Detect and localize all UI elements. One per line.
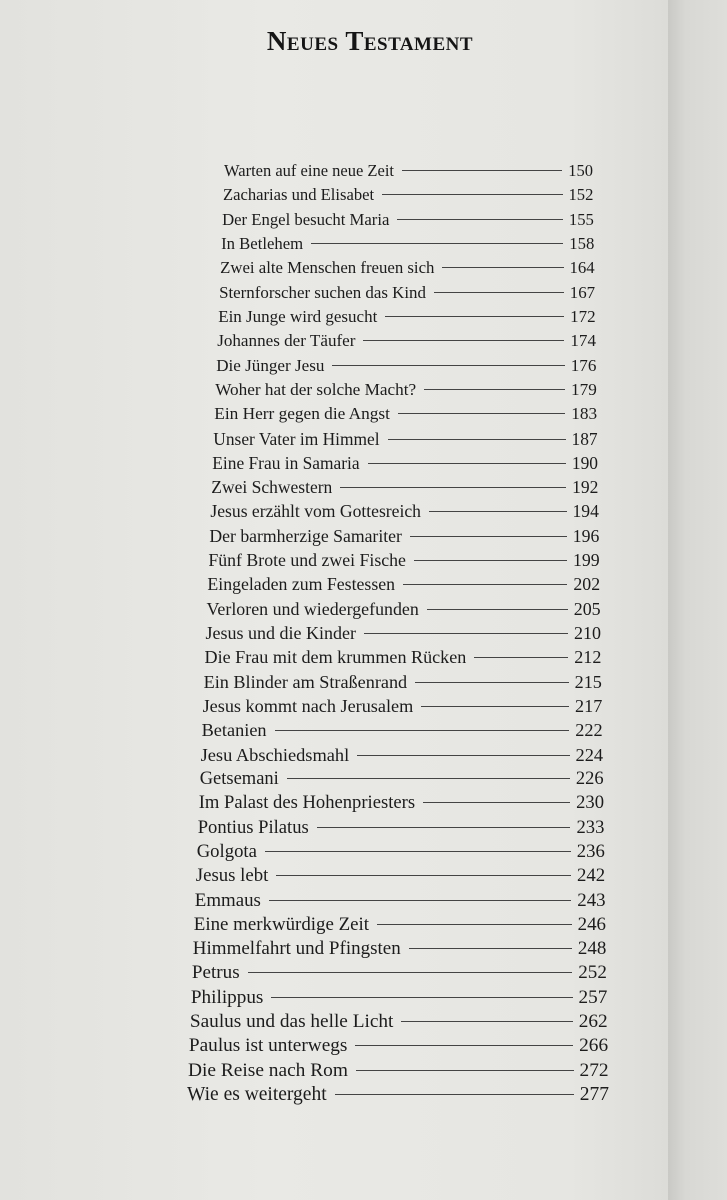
toc-entry xyxy=(206,621,602,645)
toc-entry-title: Philippus xyxy=(190,986,264,1008)
toc-entry-title: Die Reise nach Rom xyxy=(188,1059,348,1081)
toc-leader-line xyxy=(442,267,563,268)
toc-leader-line xyxy=(317,827,571,828)
toc-entry xyxy=(188,1059,609,1083)
toc-leader-line xyxy=(265,851,571,852)
toc-entry-title: Zwei alte Menschen freuen sich xyxy=(220,258,435,278)
toc-leader-line xyxy=(287,778,570,779)
toc-entry-page-number: 167 xyxy=(569,282,596,302)
toc-entry-page-number: 196 xyxy=(572,525,600,546)
toc-entry-page-number: 152 xyxy=(568,185,594,205)
toc-leader-line xyxy=(415,682,568,683)
toc-entry-title: Eine Frau in Samaria xyxy=(212,452,360,473)
toc-leader-line xyxy=(355,1045,573,1046)
toc-entry-page-number: 222 xyxy=(575,720,603,741)
toc-entry-page-number: 179 xyxy=(571,379,597,399)
toc-entry-page-number: 202 xyxy=(573,574,601,595)
toc-leader-line xyxy=(397,219,562,220)
toc-leader-line xyxy=(421,706,569,707)
toc-entry-title: Die Jünger Jesu xyxy=(216,355,325,375)
toc-entry-page-number: 176 xyxy=(570,355,597,375)
toc-entry xyxy=(193,937,607,961)
toc-entry xyxy=(194,913,606,937)
toc-entry-title: Ein Herr gegen die Angst xyxy=(214,404,390,424)
toc-entry-title: Zacharias und Elisabet xyxy=(223,185,375,205)
toc-entry-title: Verloren und wiedergefunden xyxy=(206,598,419,619)
toc-entry xyxy=(222,208,594,232)
toc-entry-page-number: 183 xyxy=(571,404,598,424)
toc-entry-page-number: 217 xyxy=(575,695,603,716)
toc-entry xyxy=(217,329,596,353)
toc-entry-page-number: 158 xyxy=(569,233,595,253)
toc-entry-title: Johannes der Täufer xyxy=(217,331,356,351)
toc-leader-line xyxy=(356,1070,574,1071)
toc-entry-page-number: 272 xyxy=(579,1059,609,1081)
toc-entry xyxy=(189,1034,608,1058)
toc-entry-page-number: 174 xyxy=(570,331,596,351)
toc-entry-page-number: 236 xyxy=(576,840,605,862)
toc-entry-title: In Betlehem xyxy=(221,233,304,253)
toc-entry-page-number: 192 xyxy=(572,477,599,498)
toc-entry xyxy=(199,791,604,815)
toc-entry xyxy=(207,572,600,596)
toc-entry-title: Ein Blinder am Straßenrand xyxy=(203,671,408,692)
toc-leader-line xyxy=(276,875,571,876)
toc-entry-title: Getsemani xyxy=(199,768,279,789)
toc-entry-page-number: 224 xyxy=(575,744,604,765)
toc-entry-title: Golgota xyxy=(196,840,257,862)
toc-leader-line xyxy=(402,170,562,171)
toc-entry-page-number: 233 xyxy=(576,816,605,838)
toc-entry-page-number: 210 xyxy=(574,623,601,643)
toc-entry-page-number: 248 xyxy=(577,938,607,960)
toc-entry xyxy=(207,597,601,621)
toc-leader-line xyxy=(269,900,571,901)
toc-leader-line xyxy=(248,972,573,973)
toc-leader-line xyxy=(424,389,565,390)
toc-leader-line xyxy=(335,1094,574,1095)
toc-entry-title: Himmelfahrt und Pfingsten xyxy=(192,938,401,960)
toc-leader-line xyxy=(357,755,569,756)
toc-leader-line xyxy=(403,584,567,585)
toc-entry xyxy=(205,645,602,669)
toc-entry-page-number: 257 xyxy=(578,986,608,1008)
toc-entry-title: Die Frau mit dem krummen Rücken xyxy=(204,647,467,668)
toc-entry xyxy=(223,183,593,207)
toc-leader-line xyxy=(429,511,567,512)
toc-entry-page-number: 194 xyxy=(572,501,599,522)
toc-entry-page-number: 205 xyxy=(573,598,601,619)
toc-leader-line xyxy=(382,194,562,195)
toc-leader-line xyxy=(401,1021,572,1022)
toc-entry-title: Betanien xyxy=(201,720,267,741)
toc-entry xyxy=(200,767,604,791)
toc-entry-page-number: 164 xyxy=(569,258,595,278)
toc-entry-page-number: 246 xyxy=(577,913,606,935)
toc-entry-title: Eine merkwürdige Zeit xyxy=(193,913,369,935)
toc-leader-line xyxy=(423,802,570,803)
toc-entry xyxy=(212,451,598,475)
toc-entry-title: Sternforscher suchen das Kind xyxy=(219,282,426,302)
toc-leader-line xyxy=(410,536,567,537)
page-title: Neues Testament xyxy=(266,26,474,56)
toc-entry xyxy=(202,718,603,742)
toc-entry-page-number: 242 xyxy=(577,865,606,887)
toc-entry-title: Emmaus xyxy=(194,889,261,911)
toc-entry-title: Jesus kommt nach Jerusalem xyxy=(202,695,414,716)
toc-entry xyxy=(196,864,605,888)
toc-entry-page-number: 172 xyxy=(570,306,596,326)
toc-entry-title: Jesu Abschiedsmahl xyxy=(200,744,350,765)
toc-entry xyxy=(215,378,597,402)
toc-entry-title: Zwei Schwestern xyxy=(211,477,333,498)
toc-leader-line xyxy=(377,924,572,925)
toc-entry xyxy=(211,475,598,499)
toc-entry-title: Wie es weitergeht xyxy=(187,1084,327,1105)
toc-entry xyxy=(221,232,594,256)
toc-entry-page-number: 252 xyxy=(578,962,607,984)
toc-entry-page-number: 230 xyxy=(576,792,604,814)
toc-entry xyxy=(216,354,596,378)
toc-entry-page-number: 243 xyxy=(577,889,606,911)
toc-entry xyxy=(214,402,597,426)
toc-entry xyxy=(218,305,595,329)
toc-entry-page-number: 262 xyxy=(578,1011,608,1033)
toc-entry-title: Jesus lebt xyxy=(195,865,269,887)
toc-entry-title: Jesus und die Kinder xyxy=(205,623,356,643)
toc-entry-page-number: 226 xyxy=(575,768,604,789)
toc-entry-title: Fünf Brote und zwei Fische xyxy=(208,550,406,571)
toc-leader-line xyxy=(364,633,568,634)
toc-leader-line xyxy=(434,292,564,293)
toc-leader-line xyxy=(332,365,564,366)
toc-entry-page-number: 212 xyxy=(574,647,602,668)
toc-leader-line xyxy=(409,948,572,949)
toc-entry-page-number: 155 xyxy=(568,209,594,229)
toc-entry xyxy=(201,743,604,767)
toc-entry xyxy=(213,427,597,451)
toc-entry-title: Jesus erzählt vom Gottesreich xyxy=(210,501,421,522)
toc-leader-line xyxy=(340,487,566,488)
toc-leader-line xyxy=(388,439,566,440)
toc-leader-line xyxy=(398,413,565,414)
toc-entry xyxy=(197,840,605,864)
toc-entry xyxy=(191,986,607,1010)
toc-leader-line xyxy=(474,657,568,658)
toc-entry-page-number: 187 xyxy=(571,428,598,449)
toc-entry-title: Der Engel besucht Maria xyxy=(222,209,390,229)
toc-entry xyxy=(220,256,595,280)
toc-entry xyxy=(209,524,599,548)
toc-entry-page-number: 266 xyxy=(579,1035,609,1057)
toc-entry-page-number: 150 xyxy=(568,161,593,180)
toc-entry-title: Saulus und das helle Licht xyxy=(189,1011,394,1033)
toc-leader-line xyxy=(311,243,563,244)
toc-entry-title: Pontius Pilatus xyxy=(197,816,309,838)
toc-entry-title: Paulus ist unterwegs xyxy=(188,1035,348,1057)
toc-entry-title: Der barmherzige Samariter xyxy=(209,525,402,546)
toc-entry xyxy=(224,159,593,183)
toc-entry-page-number: 199 xyxy=(573,550,600,571)
toc-entry xyxy=(203,694,603,718)
toc-leader-line xyxy=(368,463,566,464)
toc-entry xyxy=(192,961,607,985)
toc-entry xyxy=(190,1010,608,1034)
toc-entry-title: Warten auf eine neue Zeit xyxy=(224,161,394,180)
toc-leader-line xyxy=(363,340,564,341)
toc-entry-page-number: 277 xyxy=(579,1084,609,1105)
toc-entry-title: Woher hat der solche Macht? xyxy=(215,379,417,399)
toc-entry-title: Petrus xyxy=(191,962,240,984)
toc-entry xyxy=(208,548,599,572)
toc-entry-title: Ein Junge wird gesucht xyxy=(218,306,378,326)
toc-entry-page-number: 215 xyxy=(574,671,602,692)
toc-leader-line xyxy=(275,730,570,731)
toc-leader-line xyxy=(414,560,567,561)
toc-entry xyxy=(187,1083,609,1107)
toc-entry-title: Unser Vater im Himmel xyxy=(213,428,380,449)
toc-entry-title: Eingeladen zum Festessen xyxy=(207,574,396,595)
toc-entry xyxy=(204,670,602,694)
toc-entry xyxy=(219,281,595,305)
toc-entry-title: Im Palast des Hohenpriesters xyxy=(198,792,416,814)
toc-entry-page-number: 190 xyxy=(571,452,598,473)
toc-leader-line xyxy=(427,609,568,610)
toc-entry xyxy=(198,816,605,840)
toc-leader-line xyxy=(385,316,564,317)
toc-entry xyxy=(195,889,606,913)
toc-leader-line xyxy=(271,997,572,998)
toc-entry xyxy=(210,499,599,523)
